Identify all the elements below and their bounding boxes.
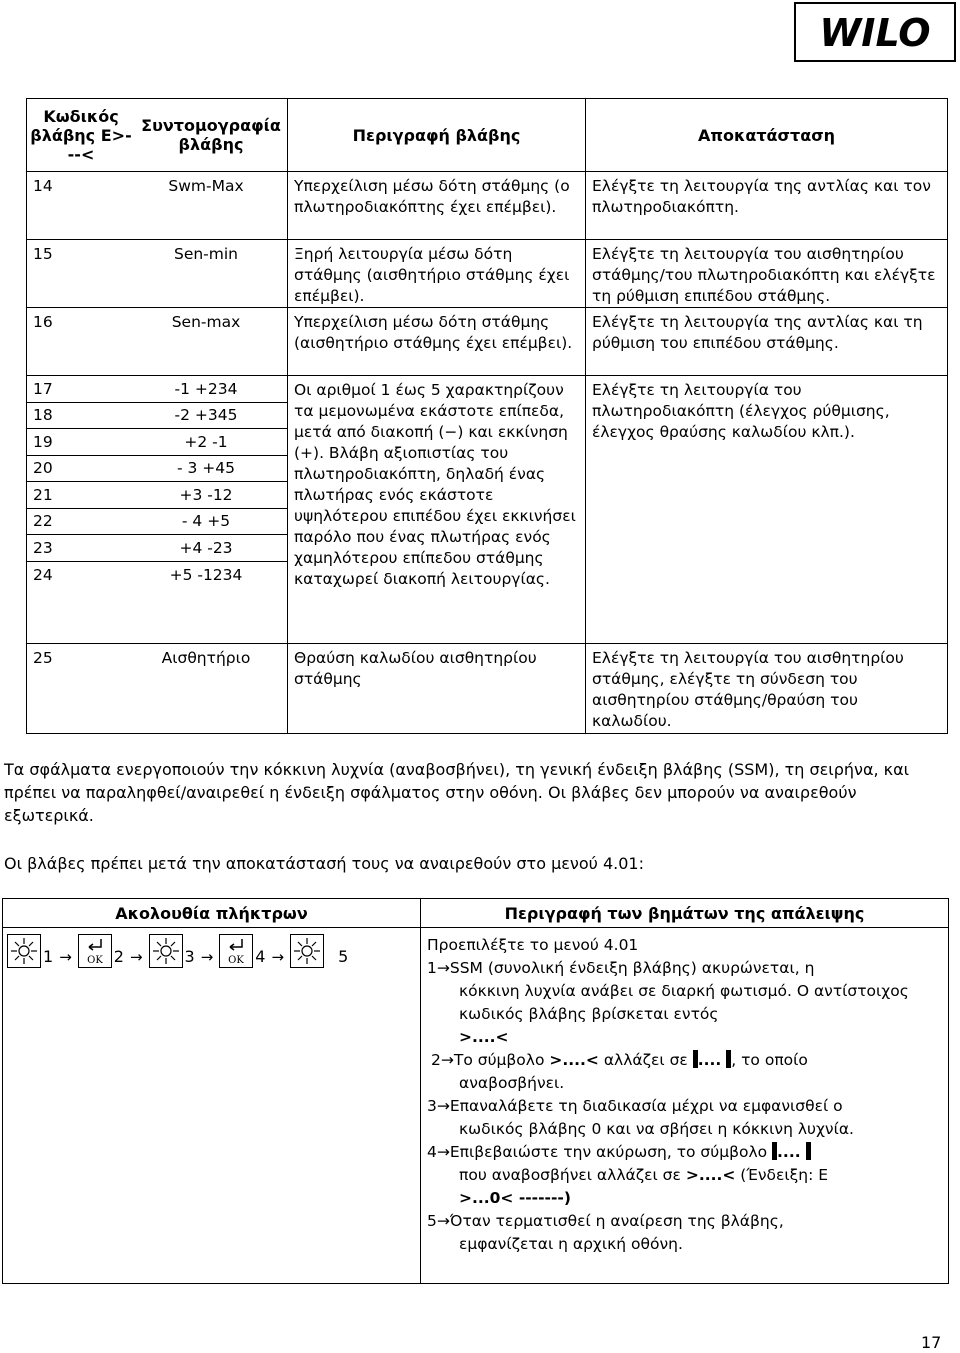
paragraph-errors: Τα σφάλματα ενεργοποιούν την κόκκινη λυχνία (αναβοσβήνει), τη γενική ένδειξη βλάβης (SSM), τη σειρήνα, και πρέπει να παραληφθεί/αναιρεθεί η ένδειξη σφάλματος στην οθόνη. Οι βλάβες δεν μπορούν να αναιρεθούν εξωτερικά. [4, 760, 910, 825]
reset-steps-table [2, 898, 949, 1284]
step-2: 2→Το σύμβολο >....< αλλάζει σε .... , το οποίο [431, 1051, 808, 1069]
key-sequence: 1 → OK 2 → 3 → OK 4 → 5 [3, 928, 420, 968]
fault-code-table [26, 98, 948, 734]
page-number: 17 [921, 1333, 942, 1352]
table-row: 14 Swm-Max Υπερχείλιση μέσω δότη στάθμης (ο πλωτηροδιακόπτης έχει επέμβει). Ελέγξτε τη λειτουργία της αντλίας και τον πλωτηροδιακόπτη. [27, 172, 948, 240]
arrow-right-icon: → [200, 948, 214, 966]
wilo-logo-mark [810, 11, 940, 53]
wilo-logo [794, 2, 956, 62]
step-1: 1→SSM (συνολική ένδειξη βλάβης) ακυρώνεται, η [427, 959, 815, 977]
steps-description: Προεπιλέξτε το μενού 4.01 1→SSM (συνολική ένδειξη βλάβης) ακυρώνεται, η κόκκινη λυχνία ανάβει σε διαρκή φωτισμό. Ο αντίστοιχος κωδικός βλάβης βρίσκεται εντός >....< 2→Το σύμβολο >....< αλλάζει σε .... , το οποίο αναβοσβήνει. 3→Επαναλάβετε τη διαδικασία μέχρι να εμφανισθεί ο κωδικός βλάβης 0 και να σβήσει η κόκκινη λυχνία. 4→Επιβεβαιώστε την ακύρωση, το σύμβολο .... που αναβοσβήνει αλλάζει σε >....< (Ένδειξη: E >...0< -------) 5→Όταν τερματισθεί η αναίρεση της βλάβης, εμφανίζεται η αρχική οθόνη. [421, 928, 948, 1256]
header-steps: Περιγραφή των βημάτων της απάλειψης [421, 899, 949, 928]
ok-enter-key-icon [78, 934, 112, 968]
flashing-lamp-icon [7, 934, 41, 968]
flashing-lamp-icon [290, 934, 324, 968]
table-row-group: 17 -1 +234 18 -2 +345 19 +2 -1 20 - 3 +45 21 +3 -12 22 - 4 +5 23 +4 -23 24 +5 -1234 Οι αριθμοί 1 έως 5 χαρακτηρίζουν τα μεμονωμένα εκάστοτε επίπεδα, μετά από διακοπή (−) και εκκίνηση (+). Βλάβη αξιοπιστίας του πλωτηροδιακόπτη, δηλαδή ένας πλωτήρας ενός εκάστοτε υψηλότερου επιπέδου έχει εκκινήσει παρόλο που ένας πλωτήρας ενός χαμηλότερου επίπεδου στάθμης καταχωρεί διακοπή λειτουργίας. Ελέγξτε τη λειτουργία του πλωτηροδιακόπτη (έλεγχος ρύθμισης, έλεγχος θραύσης καλωδίου κλπ.). [27, 376, 948, 644]
header-remedy: Αποκατάσταση [586, 99, 948, 172]
arrow-right-icon: → [271, 948, 285, 966]
step-5: 5→Όταν τερματισθεί η αναίρεση της βλάβης, [427, 1212, 784, 1230]
paragraph-reset: Οι βλάβες πρέπει μετά την αποκατάστασή τους να αναιρεθούν στο μενού 4.01: [4, 854, 644, 873]
svg-text:OK: OK [86, 955, 103, 966]
arrow-right-icon: → [59, 948, 72, 966]
table-row: 15 Sen-min Ξηρή λειτουργία μέσω δότη στάθμης (αισθητήριο στάθμης έχει επέμβει). Ελέγξτε τη λειτουργία του αισθητηρίου στάθμης/του πλωτηροδιακόπτη και ελέγξτε τη ρύθμιση επιπέδου στάθμης. [27, 240, 948, 308]
arrow-right-icon: → [129, 948, 143, 966]
table-row: 16 Sen-max Υπερχείλιση μέσω δότη στάθμης (αισθητήριο στάθμης έχει επέμβει). Ελέγξτε τη λειτουργία της αντλίας και τη ρύθμιση του επιπέδου στάθμης. [27, 308, 948, 376]
header-code: Κωδικός βλάβης E>---< [30, 106, 132, 164]
header-keys: Ακολουθία πλήκτρων [3, 899, 421, 928]
svg-text:WILO: WILO [819, 11, 931, 53]
ok-enter-key-icon [219, 934, 253, 968]
step-3: 3→Επαναλάβετε τη διαδικασία μέχρι να εμφανισθεί ο [427, 1097, 843, 1115]
flashing-lamp-icon [149, 934, 183, 968]
header-desc: Περιγραφή βλάβης [288, 99, 586, 172]
code-list: 17 -1 +234 18 -2 +345 19 +2 -1 20 - 3 +45 21 +3 -12 22 - 4 +5 23 +4 -23 24 +5 -1234 [27, 376, 287, 591]
header-abbr: Συντομογραφία βλάβης [141, 116, 281, 154]
table-row: 25 Αισθητήριο Θραύση καλωδίου αισθητηρίου στάθμης Ελέγξτε τη λειτουργία του αισθητηρίου στάθμης, ελέγξτε τη σύνδεση του αισθητηρίου στάθμης/θραύση του καλωδίου. [27, 644, 948, 734]
svg-text:OK: OK [228, 955, 245, 966]
block-cursor-icon [806, 1142, 811, 1160]
step-4: 4→Επιβεβαιώστε την ακύρωση, το σύμβολο .... [427, 1141, 942, 1164]
